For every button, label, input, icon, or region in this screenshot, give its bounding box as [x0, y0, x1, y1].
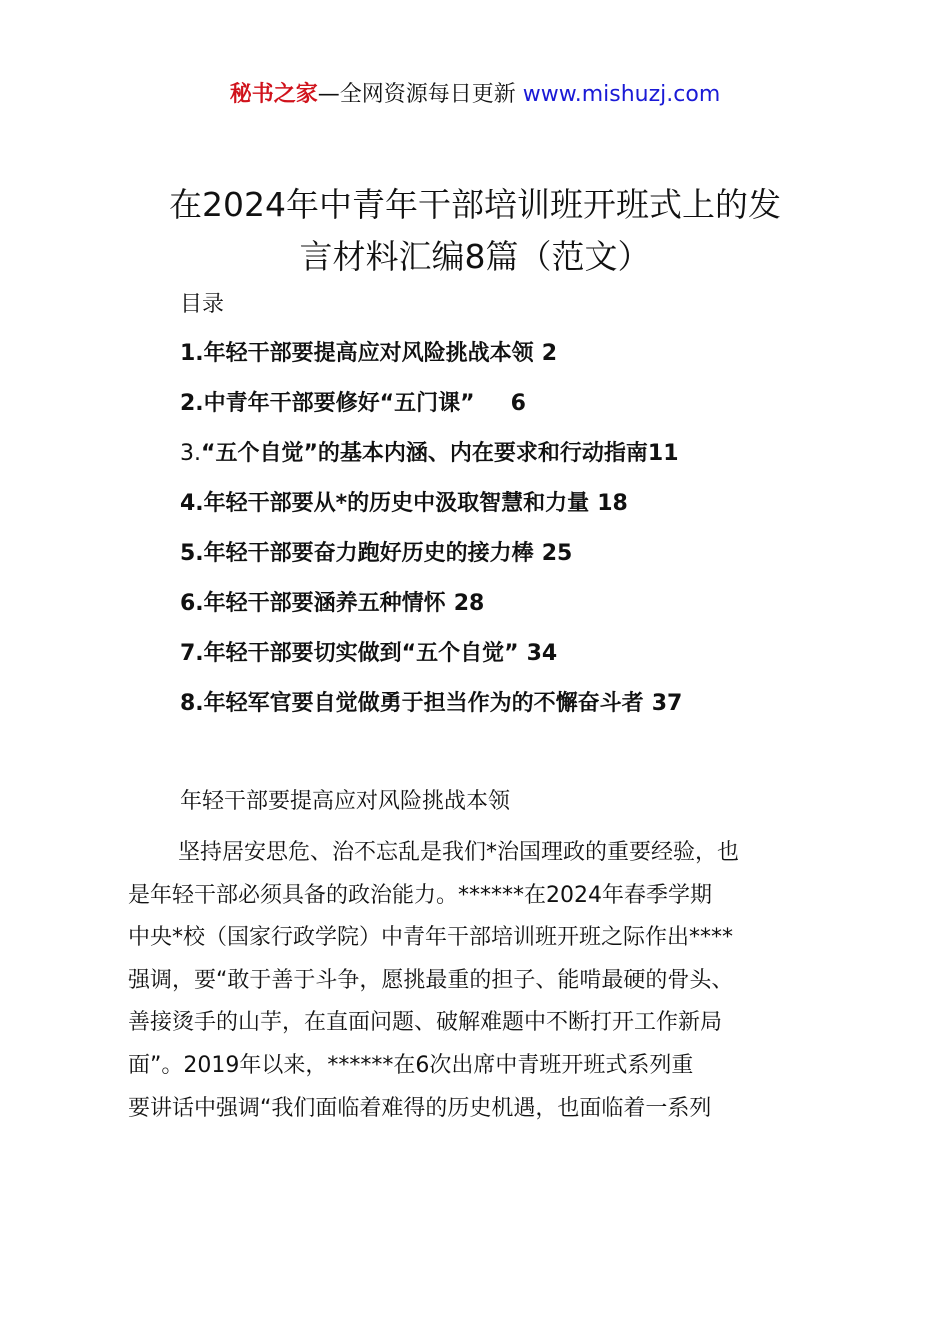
toc-item-title: 年轻干部要奋力跑好历史的接力棒 [203, 541, 534, 566]
toc-item[interactable] [180, 437, 880, 487]
toc-item[interactable] [180, 487, 880, 537]
document-title-line-2: 言材料汇编8篇（范文） [299, 237, 651, 276]
toc-heading: 目录 [180, 292, 225, 317]
toc-item-title: 年轻军官要自觉做勇于担当作为的不懈奋斗者 [203, 691, 644, 716]
toc-item-title: 年轻干部要从*的历史中汲取智慧和力量 [203, 491, 590, 516]
toc-item-title: 中青年干部要修好“五门课” [203, 391, 475, 416]
body-line: 面”。2019年以来，******在6次出席中青班开班式系列重 [128, 1052, 694, 1078]
toc-item-page: 18 [597, 491, 628, 516]
toc-item[interactable] [180, 637, 880, 687]
site-tagline: —全网资源每日更新 [317, 82, 516, 107]
toc-item-page: 34 [526, 641, 558, 666]
toc-item-number: 6. [180, 591, 204, 616]
section-body [128, 834, 848, 1132]
toc-item-number: 5. [180, 541, 204, 566]
toc-item[interactable] [180, 687, 880, 737]
toc-item[interactable] [180, 387, 880, 437]
toc-item-number: 1. [180, 341, 204, 366]
body-line: 强调，要“敢于善于斗争，愿挑最重的担子、能啃最硬的骨头、 [128, 967, 734, 993]
document-title-line-1: 在2024年中青年干部培训班开班式上的发 [169, 185, 781, 224]
body-line: 要讲话中强调“我们面临着难得的历史机遇，也面临着一系列 [128, 1095, 712, 1121]
toc-item-title: 年轻干部要涵养五种情怀 [203, 591, 446, 616]
toc-item-title: 年轻干部要切实做到“五个自觉” [203, 641, 519, 666]
toc-item-number: 4. [180, 491, 204, 516]
toc-item-page: 37 [651, 691, 683, 716]
section-heading: 年轻干部要提高应对风险挑战本领 [180, 789, 511, 814]
toc-item-page: 25 [541, 541, 573, 566]
toc-item[interactable] [180, 337, 880, 387]
body-line: 坚持居安思危、治不忘乱是我们*治国理政的重要经验，也 [178, 840, 740, 865]
toc-item-number: 3. [180, 441, 201, 466]
toc-item[interactable] [180, 587, 880, 637]
body-line: 善接烫手的山芋，在直面问题、破解难题中不断打开工作新局 [128, 1010, 723, 1036]
toc-item-page: 2 [541, 341, 557, 366]
toc-item-page: 28 [453, 591, 485, 616]
toc-item-number: 8. [180, 691, 204, 716]
toc-item-number: 7. [180, 641, 204, 666]
toc-item-title: “五个自觉”的基本内涵、内在要求和行动指南 [201, 441, 648, 466]
toc-item[interactable] [180, 537, 880, 587]
table-of-contents [180, 337, 880, 737]
site-brand: 秘书之家 [229, 82, 318, 107]
toc-item-number: 2. [180, 391, 204, 416]
site-url-link[interactable]: www.mishuzj.com [522, 82, 721, 107]
body-line: 是年轻干部必须具备的政治能力。******在2024年春季学期 [128, 882, 712, 908]
body-line: 中央*校（国家行政学院）中青年干部培训班开班之际作出**** [128, 925, 734, 951]
toc-item-page: 11 [647, 441, 679, 466]
toc-item-page: 6 [510, 391, 526, 416]
toc-item-title: 年轻干部要提高应对风险挑战本领 [203, 341, 534, 366]
site-header [0, 80, 950, 110]
